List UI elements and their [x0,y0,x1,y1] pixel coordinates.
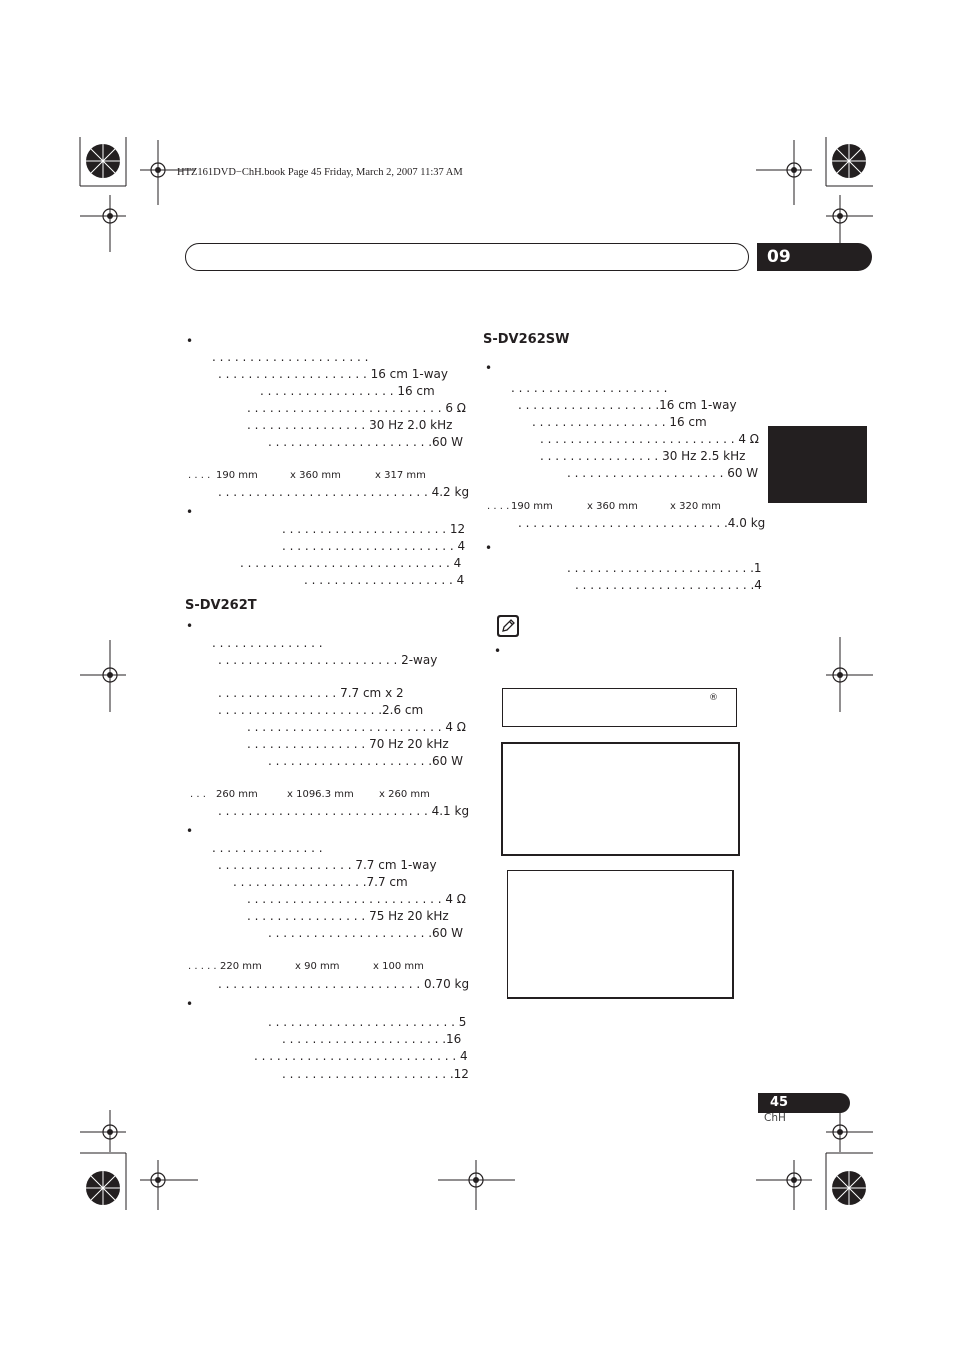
spec-row: . . . . . . . . . . . . . . . . . . 16 cm [532,415,707,429]
spec-row: . . . . . . . . . . . . . . . . . . . . . . . 4 [282,539,466,553]
pencil-note-icon [497,615,519,637]
spec-row: . . . . . . . . . . . . . . . [212,841,323,855]
spec-row: . . . . . . . . . . . . . . . . . . . . . . . . . . 4 Ω [540,432,759,446]
dims-width: 260 mm [216,789,258,800]
bullet: • [494,644,502,658]
dims-depth: x 320 mm [670,501,721,512]
spec-row: . . . . . . . . . . . . . . . . 30 Hz 2.5 kHz [540,449,746,463]
dims-width: 190 mm [216,470,258,481]
page-number-badge: 45 [758,1093,850,1113]
model-heading-s-dv262t: S-DV262T [185,598,257,613]
spec-row: . . . . . . . . . . . . . . . . . . . . . .60 W [268,754,463,768]
spec-row: . . . . . . . . . . . . . . . . . . . . 16 cm 1-way [218,367,448,381]
spec-row: . . . . . . . . . . . . . . . . . . 7.7 cm 1-way [218,858,437,872]
spec-row: . . . . . . . . . . . . . . . . . . . . . . . .4 [575,578,762,592]
spec-row: . . . . . . . . . . . . . . . . 30 Hz 2.0 kHz [247,418,453,432]
spec-row: . . . . . . . . . . . . . . . . . . . . . .60 W [268,926,463,940]
bullet: • [186,997,194,1011]
weight-row: . . . . . . . . . . . . . . . . . . . . . . . . . . . 0.70 kg [218,977,470,991]
dims-lead: . . . . [188,470,211,481]
spec-row: . . . . . . . . . . . . . . . . . . . . . .2.6 cm [218,703,424,717]
dims-width: 220 mm [220,961,262,972]
spec-row: . . . . . . . . . . . . . . . . . . . . . .16 [282,1032,462,1046]
spec-row: . . . . . . . . . . . . . . . . . . . . . 60 W [567,466,759,480]
dims-height: x 90 mm [295,961,340,972]
dims-height: x 360 mm [290,470,341,481]
file-info-header: HTZ161DVD−ChH.book Page 45 Friday, March 2, 2007 11:37 AM [177,167,463,178]
spec-row: . . . . . . . . . . . . . . . . . .7.7 cm [233,875,408,889]
weight-row: . . . . . . . . . . . . . . . . . . . . . . . . . . . .4.0 kg [518,516,766,530]
page-language-label: ChH [764,1112,786,1124]
dims-height: x 1096.3 mm [287,789,354,800]
dims-lead: . . . [190,789,206,800]
spec-row: . . . . . . . . . . . . . . . . . . . . . . . . . . 4 Ω [247,720,466,734]
spec-row: . . . . . . . . . . . . . . . . 75 Hz 20 kHz [247,909,449,923]
dims-depth: x 100 mm [373,961,424,972]
spec-row: . . . . . . . . . . . . . . . . . . 16 cm [260,384,435,398]
spec-row: . . . . . . . . . . . . . . . . . . . . . . . . . . . . 4 [240,556,462,570]
spec-row: . . . . . . . . . . . . . . . . . . . . . [511,381,668,395]
bullet: • [186,334,194,348]
dims-depth: x 317 mm [375,470,426,481]
spec-row: . . . . . . . . . . . . . . . . . . . . 4 [304,573,465,587]
trademark-box [502,688,737,727]
spec-row: . . . . . . . . . . . . . . . . . . . . . . . . . . 4 Ω [247,892,466,906]
bullet: • [485,361,493,375]
language-side-tab [768,426,867,503]
weight-row: . . . . . . . . . . . . . . . . . . . . . . . . . . . . 4.2 kg [218,485,470,499]
spec-row: . . . . . . . . . . . . . . . . . . .16 cm 1-way [518,398,737,412]
dims-depth: x 260 mm [379,789,430,800]
spec-row: . . . . . . . . . . . . . . . . . . . . . . .12 [282,1067,469,1081]
spec-row: . . . . . . . . . . . . . . . . . . . . . . . . 2-way [218,653,438,667]
weight-row: . . . . . . . . . . . . . . . . . . . . . . . . . . . . 4.1 kg [218,804,470,818]
bullet: • [186,619,194,633]
spec-row: . . . . . . . . . . . . . . . . . . . . . . . . . . 6 Ω [247,401,466,415]
dims-height: x 360 mm [587,501,638,512]
dims-lead: . . . . . [188,961,217,972]
model-heading-s-dv262sw: S-DV262SW [483,332,570,347]
dims-lead: . . . . [487,501,510,512]
bullet: • [186,505,194,519]
spec-row: . . . . . . . . . . . . . . . . 70 Hz 20 kHz [247,737,449,751]
bullet: • [186,824,194,838]
spec-row: . . . . . . . . . . . . . . . . . . . . . .60 W [268,435,463,449]
spec-row: . . . . . . . . . . . . . . . . . . . . . . . . . 5 [268,1015,467,1029]
spec-row: . . . . . . . . . . . . . . . . . . . . . . . . . . . 4 [254,1049,468,1063]
registered-mark: ® [709,693,718,703]
bullet: • [485,541,493,555]
spec-row: . . . . . . . . . . . . . . . [212,636,323,650]
spec-row: . . . . . . . . . . . . . . . . . . . . . . 12 [282,522,466,536]
spec-row: . . . . . . . . . . . . . . . . 7.7 cm x 2 [218,686,404,700]
spec-row: . . . . . . . . . . . . . . . . . . . . . . . . .1 [567,561,762,575]
spec-row: . . . . . . . . . . . . . . . . . . . . . [212,350,369,364]
info-box [507,870,734,999]
dims-width: 190 mm [511,501,553,512]
chapter-title-bar [185,243,749,271]
notice-box [501,742,740,856]
chapter-number-badge: 09 [757,243,872,271]
